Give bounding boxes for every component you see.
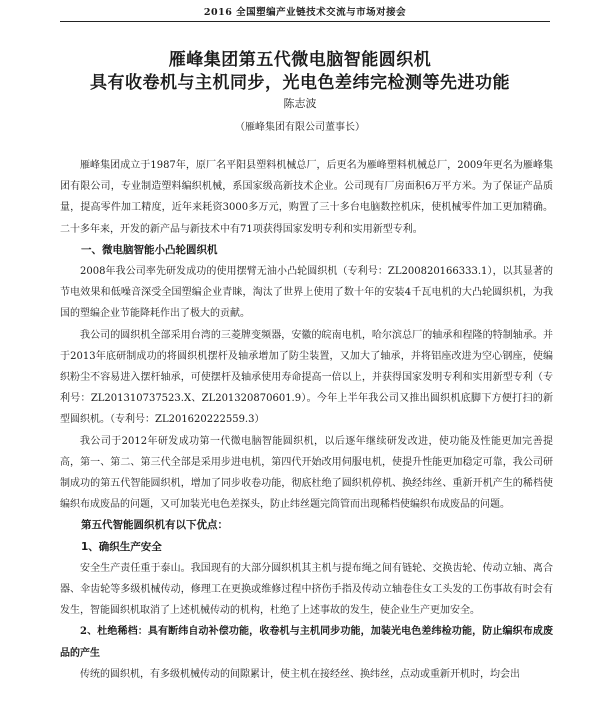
title-line-1: 雁峰集团第五代微电脑智能圆织机 xyxy=(168,50,432,70)
body-text xyxy=(60,155,553,685)
advantage-2-heading: 2、杜绝稀档：具有断纬自动补偿功能，收卷机与主机同步功能，加装光电色差纬检功能，防止编织布成废品的产生 xyxy=(60,626,553,659)
affiliation: （雁峰集团有限公司董事长） xyxy=(235,122,365,133)
paragraph-components: 我公司的圆织机全部采用台湾的三菱牌变频器，安徽的皖南电机，哈尔滨总厂的轴承和程隆的特制轴承。并于2013年底研制成功的将圆织机摆杆及轴承增加了防尘装置，又加大了轴承，并将铝座改进为空心钢座，使编织粉尘不容易进入摆杆轴承，可使摆杆及轴承使用寿命提高一倍以上，并获得国家发明专利和实用新型专利（专利号：ZL201310737523.X、ZL201320870601.9）。今年上半年我公司又推出圆织机底脚下方便打扫的新型圆织机。（专利号：ZL201620222559.3） xyxy=(60,329,553,426)
paragraph-smart-loom: 我公司于2012年研发成功第一代微电脑智能圆织机，以后逐年继续研发改进，使功能及性能更加完善提高，第一、第二、第三代全部是采用步进电机，第四代开始改用伺服电机，使提升性能更加稳定可靠，我公司研制成功的第五代智能圆织机，增加了同步收卷功能，彻底杜绝了圆织机停机、换经纬丝、重新开机产生的稀档使编织布成废品的问题，又可加装光电色差探头，防止纬丝题完筒管而出现稀档使编织布成废品的问题。 xyxy=(60,435,553,511)
title-line-2: 具有收卷机与主机同步，光电色差纬完检测等先进功能 xyxy=(90,73,510,93)
paragraph-cam-loom: 2008年我公司率先研发成功的使用摆臂无油小凸轮圆织机（专利号：ZL200820166333.1），以其显著的节电效果和低噪音深受全国塑编企业青睐，淘汰了世界上使用了数十年的安装4千瓦电机的大凸轮圆织机，为我国的塑编企业节能降耗作出了极大的贡献。 xyxy=(60,266,553,320)
advantage-1-heading: 1、确织生产安全 xyxy=(81,540,162,553)
section-heading-1: 一、微电脑智能小凸轮圆织机 xyxy=(81,243,218,256)
paragraph-traditional-loom: 传统的圆织机，有多级机械传动的间隙累计，使主机在接经丝、换纬丝，点动或重新开机时，均会出 xyxy=(80,668,520,680)
running-header: 2016 全国塑编产业链技术交流与市场对接会 xyxy=(60,4,550,22)
paragraph-intro: 雁峰集团成立于1987年，原厂名平阳县塑料机械总厂，后更名为雁峰塑料机械总厂，2009年更名为雁峰集团有限公司，专业制造塑料编织机械，系国家级高新技术企业。公司现有厂房面积6万平方米。为了保证产品质量，提高零件加工精度，近年来耗资3000多万元，购置了三十多台电脑数控机床，使机械零件加工更加精确。二十多年来，开发的新产品与新技术中有71项获得国家发明专利和实用新型专利。 xyxy=(60,160,553,235)
author: 陈志波 xyxy=(283,97,317,110)
advantages-heading: 第五代智能圆织机有以下优点： xyxy=(81,519,228,532)
paragraph-safety: 安全生产责任重于泰山。我国现有的大部分圆织机其主机与提布绳之间有链轮、交换齿轮、传动立轴、离合器、伞齿轮等多级机械传动，修理工在更换或维修过程中挤伤手指及传动立轴卷住女工头发的工伤事故有时会有发生，智能圆织机取消了上述机械传动的机构，杜绝了上述事故的发生，使企业生产更加安全。 xyxy=(60,562,553,617)
